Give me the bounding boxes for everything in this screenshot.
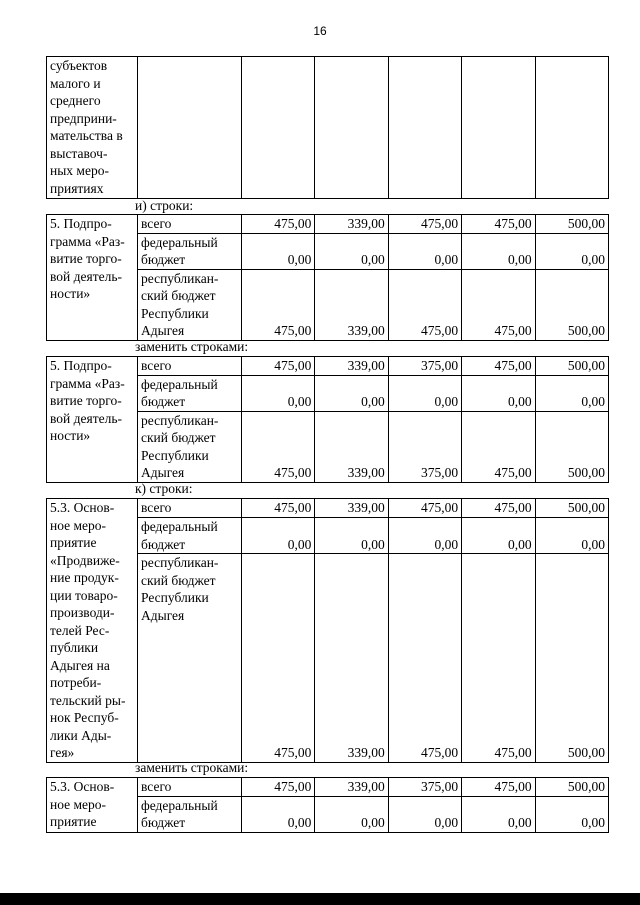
value-cell: 475,00 bbox=[388, 499, 461, 518]
table-row bbox=[47, 357, 609, 376]
row-heading-cell: 5.3. Основ- ное меро- приятие bbox=[47, 778, 138, 833]
table-block-1 bbox=[46, 214, 609, 341]
label-cell: федеральный бюджет bbox=[138, 233, 242, 269]
value-cell: 0,00 bbox=[242, 796, 315, 832]
value-cell: 339,00 bbox=[315, 778, 388, 797]
label-cell: республикан- ский бюджет Республики Адыгея bbox=[138, 411, 242, 482]
value-cell: 0,00 bbox=[388, 233, 461, 269]
value-cell: 475,00 bbox=[388, 215, 461, 234]
section-marker-i: и) строки: bbox=[135, 198, 194, 213]
label-cell bbox=[138, 57, 242, 199]
section-marker-replace-1: заменить строками: bbox=[135, 339, 249, 354]
value-cell: 500,00 bbox=[535, 499, 608, 518]
label-cell: федеральный бюджет bbox=[138, 375, 242, 411]
scan-bottom-border bbox=[0, 893, 640, 905]
value-cell: 500,00 bbox=[535, 215, 608, 234]
value-cell: 0,00 bbox=[462, 233, 535, 269]
value-cell: 475,00 bbox=[462, 554, 535, 762]
section-marker-replace-2: заменить строками: bbox=[135, 760, 249, 775]
value-cell bbox=[315, 57, 388, 199]
value-cell: 0,00 bbox=[242, 517, 315, 553]
page-number: 16 bbox=[313, 24, 327, 38]
label-cell: республикан- ский бюджет Республики Адыгея bbox=[138, 269, 242, 340]
value-cell: 475,00 bbox=[462, 411, 535, 482]
label-cell: федеральный бюджет bbox=[138, 517, 242, 553]
row-heading-cell: субъектов малого и среднего предприни- мательства в выставоч- ных меро- приятиях bbox=[47, 57, 138, 199]
value-cell: 500,00 bbox=[535, 778, 608, 797]
value-cell: 0,00 bbox=[315, 375, 388, 411]
table-fragment-top bbox=[46, 56, 609, 199]
value-cell: 0,00 bbox=[388, 796, 461, 832]
value-cell: 500,00 bbox=[535, 357, 608, 376]
value-cell: 0,00 bbox=[242, 375, 315, 411]
value-cell bbox=[242, 57, 315, 199]
value-cell: 339,00 bbox=[315, 215, 388, 234]
value-cell: 475,00 bbox=[462, 778, 535, 797]
value-cell: 0,00 bbox=[462, 517, 535, 553]
row-heading-cell: 5. Подпро- грамма «Раз- витие торго- вой деятель- ности» bbox=[47, 215, 138, 341]
value-cell: 475,00 bbox=[242, 269, 315, 340]
table-row bbox=[47, 778, 609, 797]
value-cell: 475,00 bbox=[242, 411, 315, 482]
label-cell: всего bbox=[138, 357, 242, 376]
table-row bbox=[47, 57, 609, 199]
value-cell: 0,00 bbox=[462, 796, 535, 832]
label-cell: всего bbox=[138, 499, 242, 518]
table-block-4 bbox=[46, 777, 609, 833]
table-row bbox=[47, 499, 609, 518]
value-cell: 475,00 bbox=[462, 357, 535, 376]
value-cell bbox=[388, 57, 461, 199]
value-cell: 339,00 bbox=[315, 357, 388, 376]
value-cell: 375,00 bbox=[388, 778, 461, 797]
value-cell bbox=[462, 57, 535, 199]
value-cell: 475,00 bbox=[242, 778, 315, 797]
label-cell: всего bbox=[138, 215, 242, 234]
value-cell: 500,00 bbox=[535, 554, 608, 762]
value-cell: 500,00 bbox=[535, 269, 608, 340]
value-cell: 339,00 bbox=[315, 499, 388, 518]
value-cell: 375,00 bbox=[388, 411, 461, 482]
label-cell: всего bbox=[138, 778, 242, 797]
value-cell: 0,00 bbox=[315, 233, 388, 269]
section-marker-k: к) строки: bbox=[135, 481, 193, 496]
label-cell: республикан- ский бюджет Республики Адыгея bbox=[138, 554, 242, 762]
value-cell: 475,00 bbox=[242, 215, 315, 234]
value-cell: 0,00 bbox=[462, 375, 535, 411]
value-cell: 0,00 bbox=[535, 233, 608, 269]
value-cell: 500,00 bbox=[535, 411, 608, 482]
table-row bbox=[47, 215, 609, 234]
label-cell: федеральный бюджет bbox=[138, 796, 242, 832]
value-cell: 0,00 bbox=[315, 796, 388, 832]
value-cell: 0,00 bbox=[388, 375, 461, 411]
value-cell: 0,00 bbox=[388, 517, 461, 553]
value-cell: 475,00 bbox=[462, 269, 535, 340]
value-cell: 475,00 bbox=[242, 499, 315, 518]
value-cell: 0,00 bbox=[535, 517, 608, 553]
value-cell: 475,00 bbox=[462, 215, 535, 234]
value-cell: 0,00 bbox=[242, 233, 315, 269]
value-cell: 475,00 bbox=[242, 554, 315, 762]
value-cell: 475,00 bbox=[388, 554, 461, 762]
row-heading-cell: 5. Подпро- грамма «Раз- витие торго- вой деятель- ности» bbox=[47, 357, 138, 483]
value-cell: 475,00 bbox=[388, 269, 461, 340]
value-cell: 339,00 bbox=[315, 269, 388, 340]
value-cell: 0,00 bbox=[535, 375, 608, 411]
value-cell: 0,00 bbox=[315, 517, 388, 553]
value-cell: 0,00 bbox=[535, 796, 608, 832]
value-cell bbox=[535, 57, 608, 199]
value-cell: 475,00 bbox=[242, 357, 315, 376]
value-cell: 339,00 bbox=[315, 411, 388, 482]
row-heading-cell: 5.3. Основ- ное меро- приятие «Продвиже- ние продук- ции товаро- производи- телей Рес- публики Адыгея на потреби- тельский ры- нок Респуб- лики Ады- гея» bbox=[47, 499, 138, 763]
value-cell: 475,00 bbox=[462, 499, 535, 518]
value-cell: 375,00 bbox=[388, 357, 461, 376]
table-block-2 bbox=[46, 356, 609, 483]
table-block-3 bbox=[46, 498, 609, 763]
value-cell: 339,00 bbox=[315, 554, 388, 762]
